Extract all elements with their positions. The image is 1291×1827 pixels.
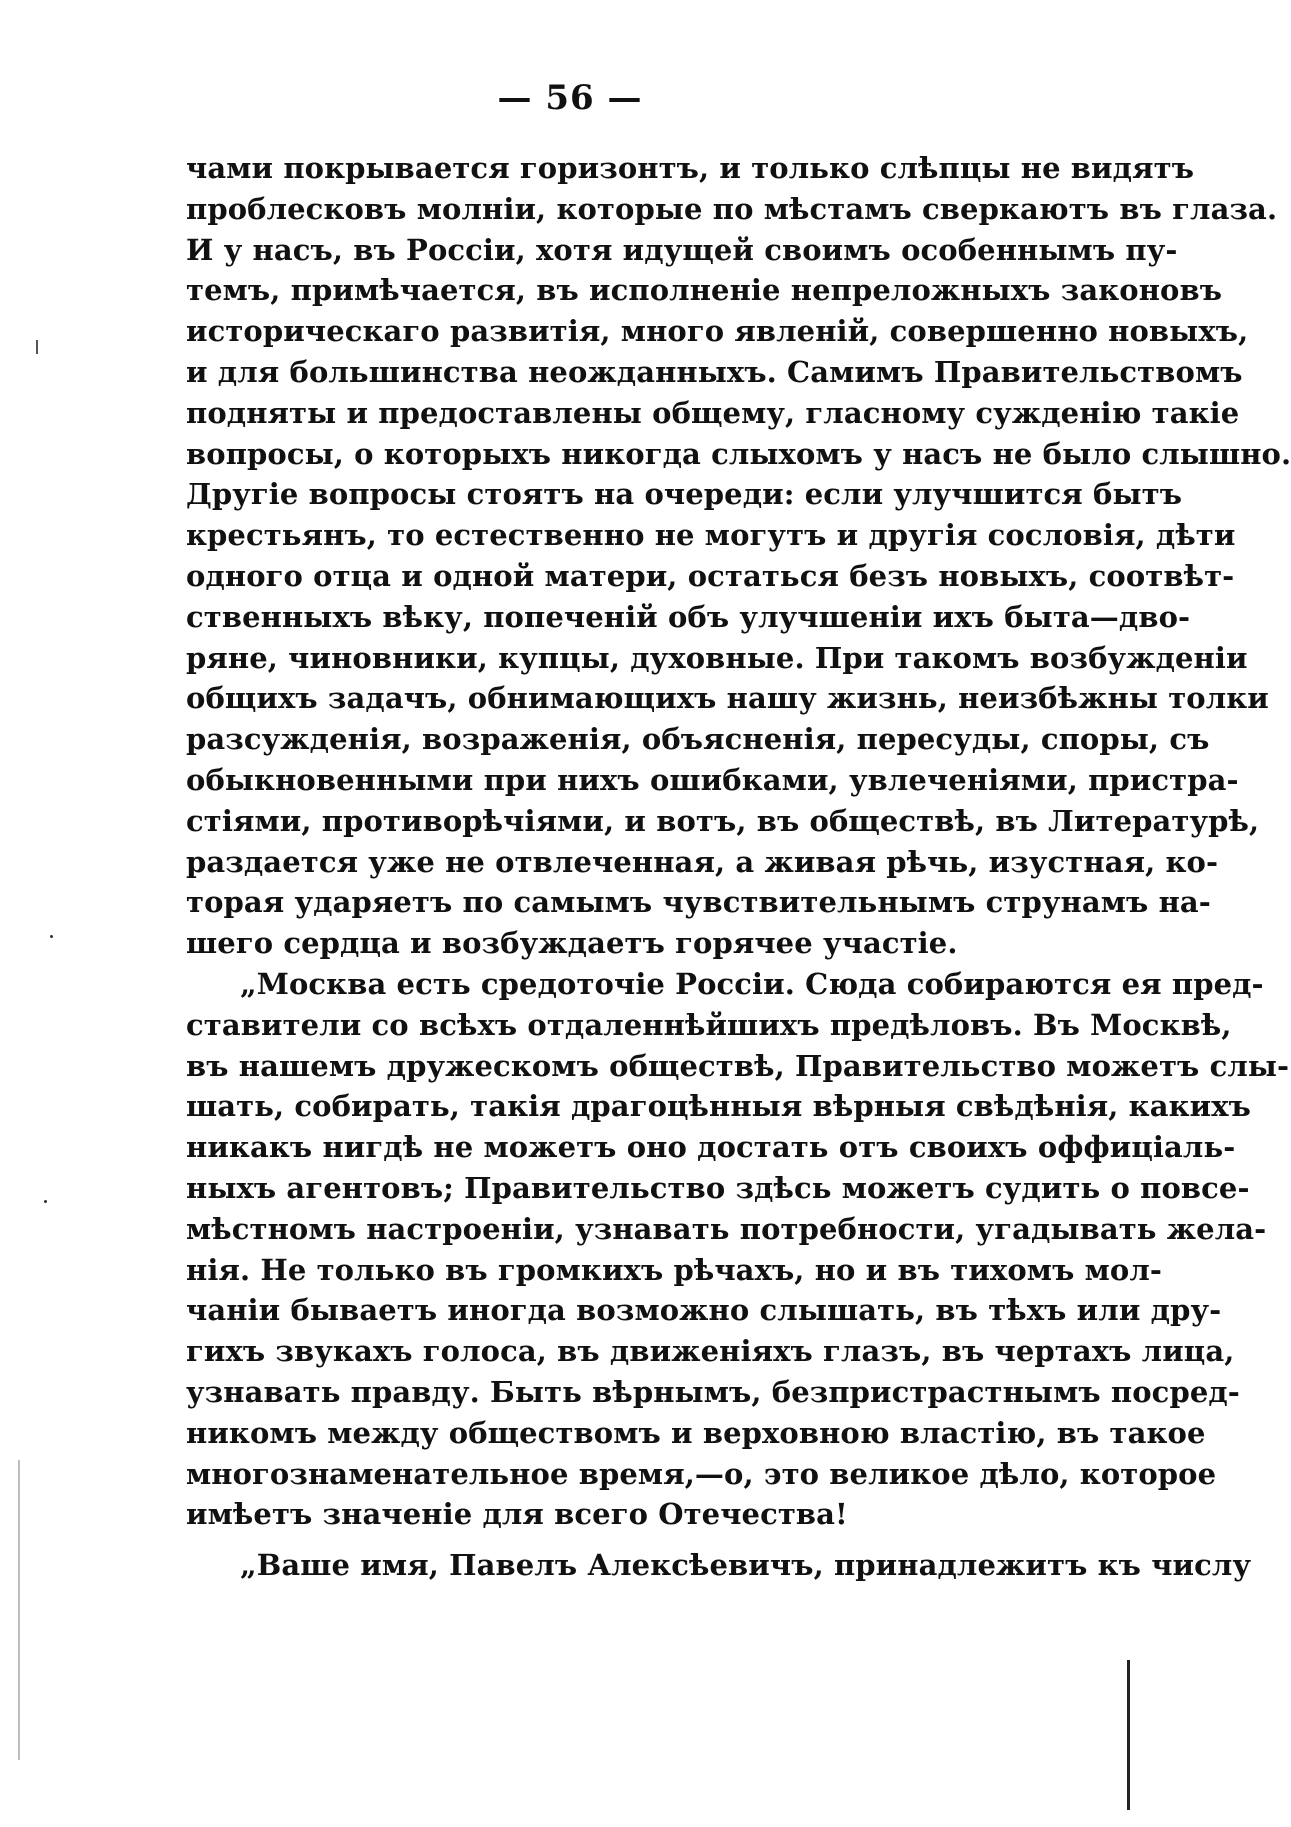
text-line: шать, собирать, такія драгоцѣнныя вѣрныя свѣдѣнія, какихъ bbox=[186, 1089, 1252, 1124]
text-line: одного отца и одной матери, остаться безъ новыхъ, соотвѣт- bbox=[186, 558, 1235, 593]
text-line: и для большинства неожданныхъ. Самимъ Правительствомъ bbox=[186, 354, 1243, 389]
text-line: подняты и предоставлены общему, гласному сужденію такіе bbox=[186, 395, 1240, 430]
text-line: ставители со всѣхъ отдаленнѣйшихъ предѣловъ. Въ Москвѣ, bbox=[186, 1007, 1232, 1042]
text-line: шего сердца и возбуждаетъ горячее участіе. bbox=[186, 926, 958, 961]
scan-page-edge bbox=[1127, 1660, 1130, 1810]
paragraph-start-line: „Ваше имя, Павелъ Алексѣевичъ, принадлежитъ къ числу bbox=[240, 1548, 1252, 1583]
scan-margin-mark bbox=[36, 340, 38, 354]
text-line: ственныхъ вѣку, попеченій объ улучшеніи ихъ быта—дво- bbox=[186, 599, 1191, 634]
scan-margin-dot bbox=[44, 1200, 47, 1203]
text-line: въ нашемъ дружескомъ обществѣ, Правительство можетъ слы- bbox=[186, 1048, 1290, 1083]
paragraph-start-line: „Москва есть средоточіе Россіи. Сюда собираются ея пред- bbox=[240, 966, 1264, 1001]
text-line: ныхъ агентовъ; Правительство здѣсь можетъ судить о повсе- bbox=[186, 1170, 1250, 1205]
text-line: вопросы, о которыхъ никогда слыхомъ у насъ не было слышно. bbox=[186, 436, 1291, 471]
text-line: стіями, противорѣчіями, и вотъ, въ обществѣ, въ Литературѣ, bbox=[186, 803, 1260, 838]
text-line: многознаменательное время,—о, это великое дѣло, которое bbox=[186, 1456, 1217, 1491]
text-line: имѣетъ значеніе для всего Отечества! bbox=[186, 1497, 848, 1532]
text-line: узнавать правду. Быть вѣрнымъ, безпристрастнымъ посред- bbox=[186, 1374, 1240, 1409]
scan-margin-mark bbox=[18, 1460, 20, 1760]
text-line: торая ударяетъ по самымъ чувствительнымъ струнамъ на- bbox=[186, 885, 1211, 920]
text-line: И у насъ, въ Россіи, хотя идущей своимъ особеннымъ пу- bbox=[186, 232, 1178, 267]
text-line: никомъ между обществомъ и верховною властію, въ такое bbox=[186, 1415, 1206, 1450]
text-line: общихъ задачъ, обнимающихъ нашу жизнь, неизбѣжны толки bbox=[186, 681, 1269, 716]
text-line: никакъ нигдѣ не можетъ оно достать отъ своихъ оффиціаль- bbox=[186, 1130, 1236, 1165]
text-line: Другіе вопросы стоятъ на очереди: если улучшится бытъ bbox=[186, 477, 1183, 512]
text-line: раздается уже не отвлеченная, а живая рѣчь, изустная, ко- bbox=[186, 844, 1219, 879]
text-line: крестьянъ, то естественно не могутъ и другія сословія, дѣти bbox=[186, 518, 1236, 553]
text-line: темъ, примѣчается, въ исполненіе непреложныхъ законовъ bbox=[186, 273, 1223, 308]
text-line: ряне, чиновники, купцы, духовные. При такомъ возбужденіи bbox=[186, 640, 1248, 675]
body-text bbox=[186, 148, 1291, 1586]
text-line: обыкновенными при нихъ ошибками, увлеченіями, пристра- bbox=[186, 762, 1239, 797]
text-line: чами покрывается горизонтъ, и только слѣпцы не видятъ bbox=[186, 151, 1195, 185]
text-line: историческаго развитія, много явленій, совершенно новыхъ, bbox=[186, 314, 1249, 349]
page-number: — 56 — bbox=[497, 78, 643, 118]
text-line: гихъ звукахъ голоса, въ движеніяхъ глазъ, въ чертахъ лица, bbox=[186, 1334, 1235, 1369]
text-line: разсужденія, возраженія, объясненія, пересуды, споры, съ bbox=[186, 722, 1210, 757]
text-line: мѣстномъ настроеніи, узнавать потребности, угадывать жела- bbox=[186, 1211, 1267, 1246]
text-line: нія. Не только въ громкихъ рѣчахъ, но и въ тихомъ мол- bbox=[186, 1252, 1163, 1287]
scan-margin-dot bbox=[50, 935, 53, 938]
text-line: проблесковъ молніи, которые по мѣстамъ сверкаютъ въ глаза. bbox=[186, 191, 1278, 226]
text-line: чаніи бываетъ иногда возможно слышать, въ тѣхъ или дру- bbox=[186, 1293, 1222, 1328]
